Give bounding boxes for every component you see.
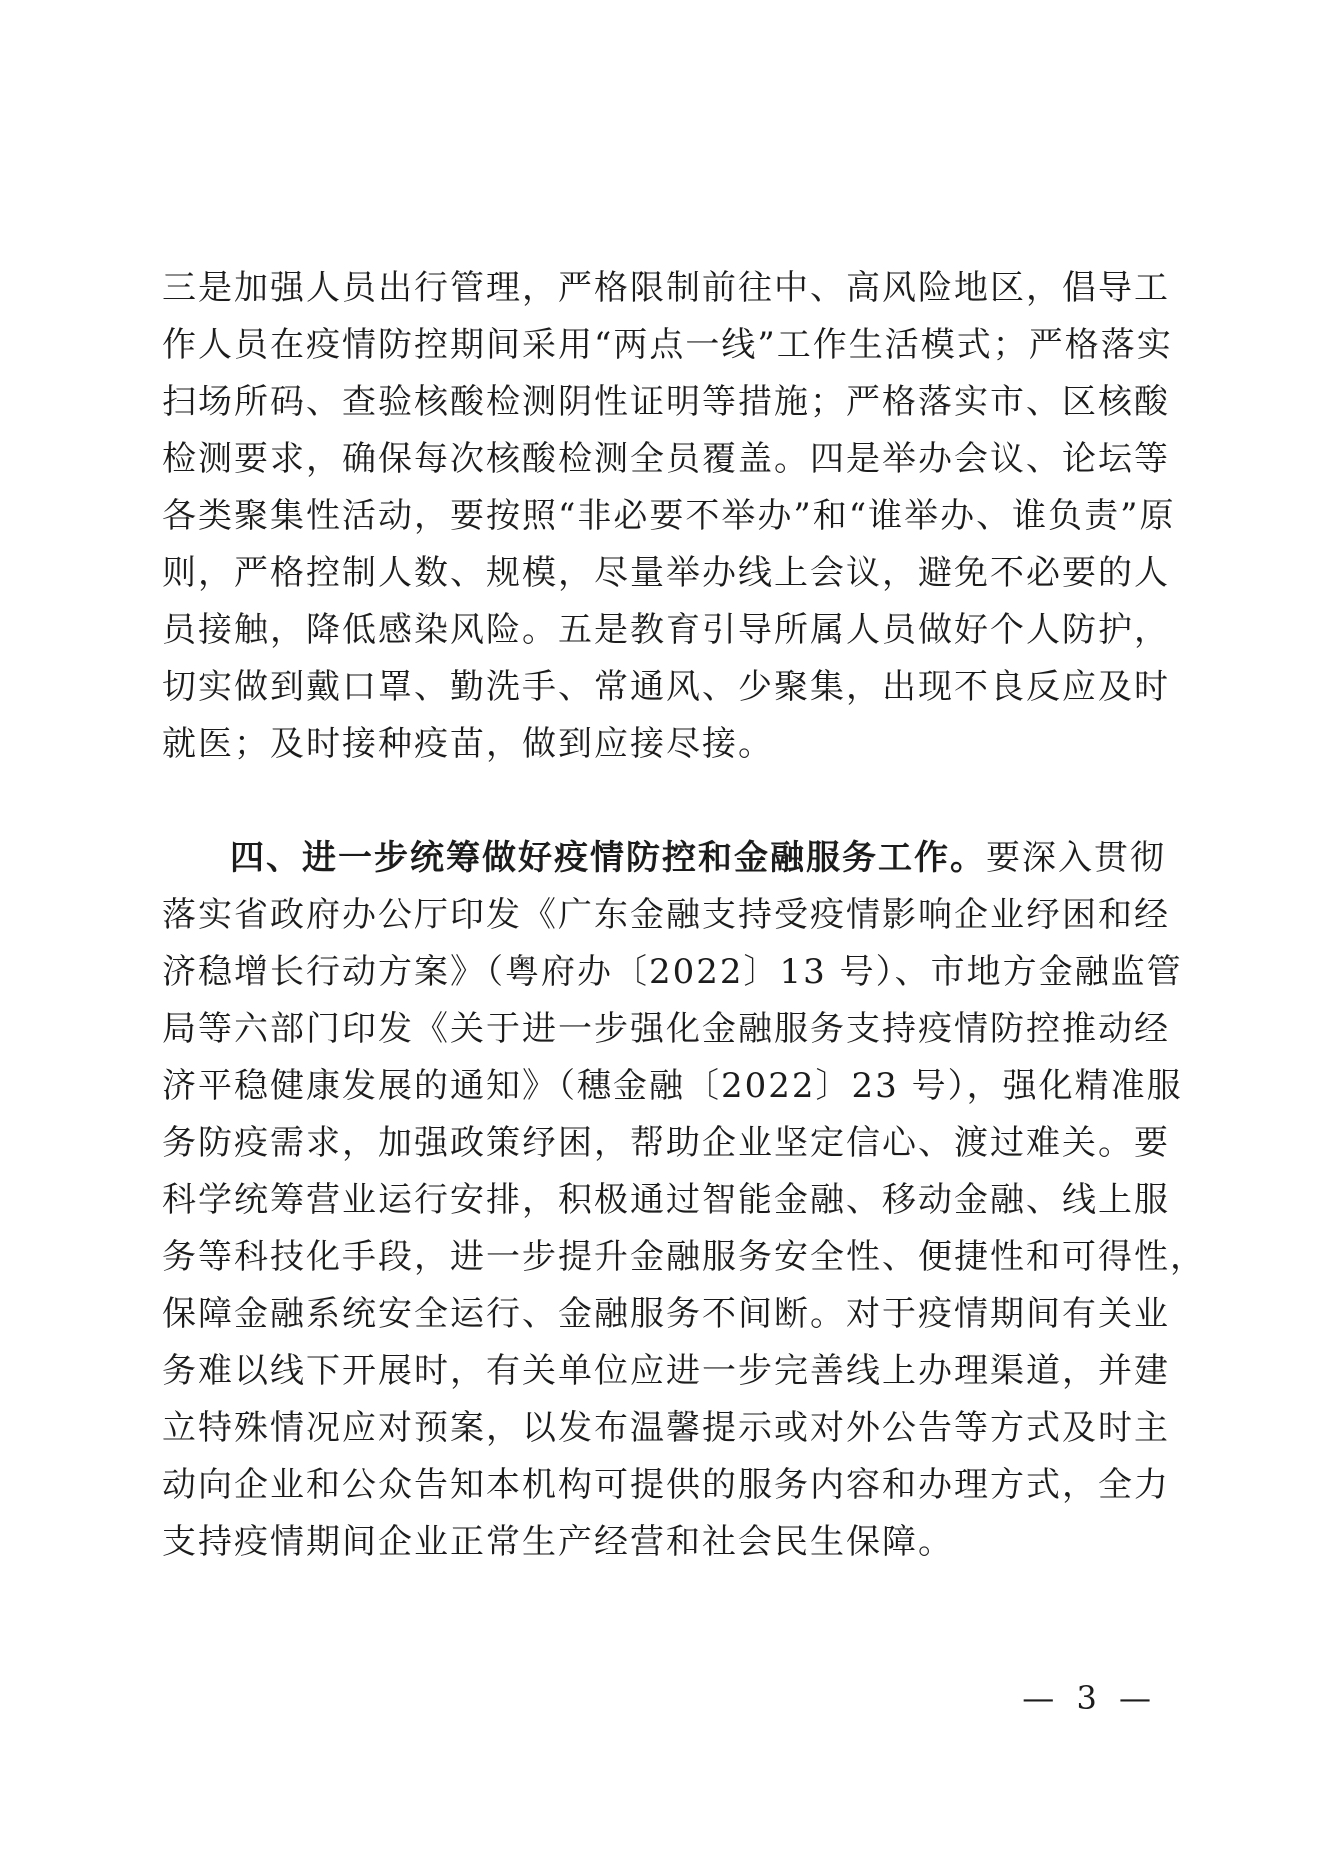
section-heading: 四、进一步统筹做好疫情防控和金融服务工作。 xyxy=(230,838,986,878)
text-line: 扫场所码、查验核酸检测阴性证明等措施；严格落实市、区核酸 xyxy=(162,382,1170,422)
section-heading-line xyxy=(162,830,1166,887)
text-line: 支持疫情期间企业正常生产经营和社会民生保障。 xyxy=(162,1522,954,1562)
text-line: 各类聚集性活动，要按照“非必要不举办”和“谁举办、谁负责”原 xyxy=(162,496,1176,536)
text-line: 检测要求，确保每次核酸检测全员覆盖。四是举办会议、论坛等 xyxy=(162,439,1170,479)
text-line: 务等科技化手段，进一步提升金融服务安全性、便捷性和可得性， xyxy=(162,1237,1206,1277)
text-line: 局等六部门印发《关于进一步强化金融服务支持疫情防控推动经 xyxy=(162,1009,1170,1049)
text-line: 立特殊情况应对预案，以发布温馨提示或对外公告等方式及时主 xyxy=(162,1408,1170,1448)
text-line: 济稳增长行动方案》（粤府办〔2022〕13 号）、市地方金融监管 xyxy=(162,952,1183,992)
text-line: 济平稳健康发展的通知》（穗金融〔2022〕23 号），强化精准服 xyxy=(162,1066,1183,1106)
paragraph-measures-3-5 xyxy=(162,260,1176,773)
paragraph-section-4 xyxy=(162,830,1206,1571)
text-line: 动向企业和公众告知本机构可提供的服务内容和办理方式，全力 xyxy=(162,1465,1170,1505)
text-line: 保障金融系统安全运行、金融服务不间断。对于疫情期间有关业 xyxy=(162,1294,1170,1334)
page-number: — 3 — xyxy=(1022,1679,1157,1717)
text-fragment: 要深入贯彻 xyxy=(986,838,1166,878)
text-line: 落实省政府办公厅印发《广东金融支持受疫情影响企业纾困和经 xyxy=(162,895,1170,935)
text-line: 务防疫需求，加强政策纾困，帮助企业坚定信心、渡过难关。要 xyxy=(162,1123,1170,1163)
text-line: 员接触，降低感染风险。五是教育引导所属人员做好个人防护， xyxy=(162,610,1170,650)
text-line: 切实做到戴口罩、勤洗手、常通风、少聚集，出现不良反应及时 xyxy=(162,667,1170,707)
text-line: 三是加强人员出行管理，严格限制前往中、高风险地区，倡导工 xyxy=(162,268,1170,308)
text-line: 就医；及时接种疫苗，做到应接尽接。 xyxy=(162,724,774,764)
text-line: 科学统筹营业运行安排，积极通过智能金融、移动金融、线上服 xyxy=(162,1180,1170,1220)
text-line: 务难以线下开展时，有关单位应进一步完善线上办理渠道，并建 xyxy=(162,1351,1170,1391)
text-line: 则，严格控制人数、规模，尽量举办线上会议，避免不必要的人 xyxy=(162,553,1170,593)
text-line: 作人员在疫情防控期间采用“两点一线”工作生活模式；严格落实 xyxy=(162,325,1173,365)
